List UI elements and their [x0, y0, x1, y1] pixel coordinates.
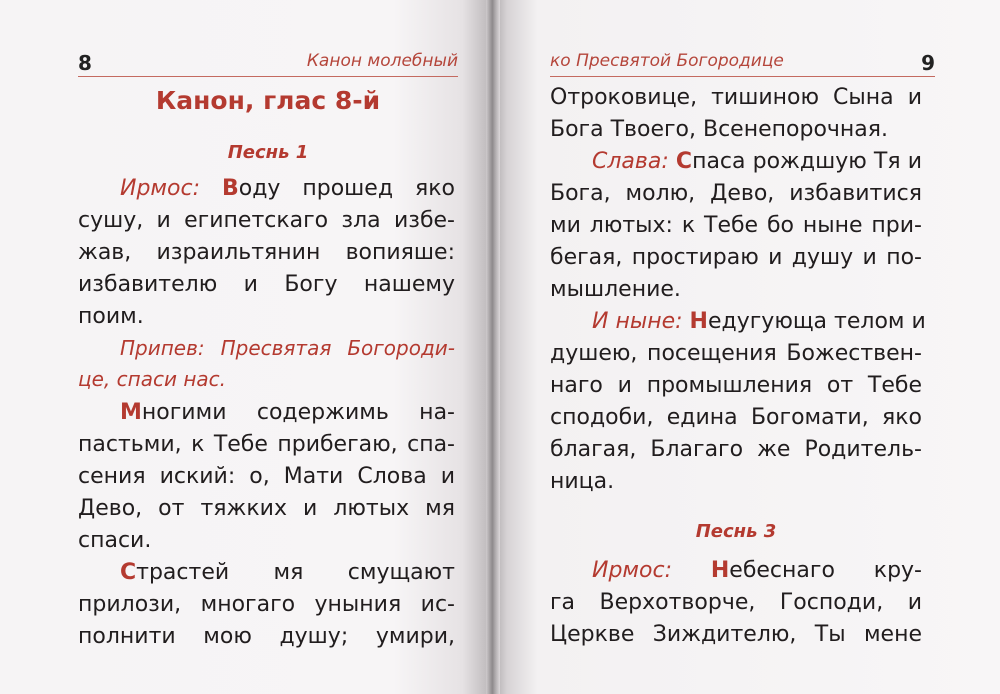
header-rule [550, 76, 935, 77]
troparion-line: пастьми, к Тебе прибегаю, спа- [78, 432, 455, 457]
troparion-line: сения иский: о, Мати Слова и [78, 464, 455, 489]
glory-line: мышление. [550, 277, 681, 302]
running-title: ко Пресвятой Богородице [550, 51, 784, 71]
irmos-label: Ирмос: [592, 558, 672, 583]
troparion-line: Страстей мя смущают [120, 560, 455, 585]
now-initial: Н [689, 309, 708, 334]
ode-1-title: Песнь 1 [227, 142, 309, 163]
theotokion-line: благая, Благаго же Родитель- [550, 437, 922, 462]
refrain-line: Припев: Пресвятая Богороди- [120, 336, 455, 360]
glory-line: бегая, простираю и душу и по- [550, 245, 922, 270]
glory-line: Бога, молю, Дево, избавитися [550, 181, 922, 206]
theotokion-line: И ныне: Недугующа телом и [592, 309, 926, 334]
irmos-line: га Верхотворче, Господи, и [550, 590, 922, 615]
irmos-line: жав, израильтянин вопияше: [78, 240, 455, 265]
irmos-initial: Н [710, 558, 730, 583]
glory-line: Слава: Спаса рождшую Тя и [592, 149, 922, 174]
theotokion-line: наго и промышления от Тебе [550, 373, 922, 398]
left-running-head [78, 47, 458, 77]
header-rule [78, 76, 458, 77]
glory-initial: С [675, 149, 693, 174]
troparion-initial: М [120, 400, 142, 425]
troparion-line: Многими содержимь на- [120, 400, 455, 425]
irmos-line: избавителю и Богу нашему [78, 272, 455, 297]
troparion-line: Дево, от тяжких и лютых мя [78, 496, 455, 521]
irmos-line: Церкве Зиждителю, Ты мене [550, 622, 922, 647]
theotokion-line: сподоби, едина Богомати, яко [550, 405, 922, 430]
theotokion-line: ница. [550, 469, 615, 494]
right-page [492, 0, 1000, 694]
irmos-label: Ирмос: [120, 176, 200, 201]
ode-3-title: Песнь 3 [695, 521, 777, 542]
irmos-line: Ирмос: Небеснаго кру- [592, 558, 922, 583]
canon-title: Канон, глас 8-й [155, 86, 381, 115]
page-number: 8 [78, 51, 92, 75]
irmos-line: поим. [78, 304, 144, 329]
continuation-line: Бога Твоего, Всенепорочная. [550, 117, 888, 142]
right-running-head [550, 47, 935, 77]
glory-label: Слава: [592, 149, 669, 174]
theotokion-line: душею, посещения Божествен- [550, 341, 922, 366]
irmos-line: сушу, и египетскаго зла избе- [78, 208, 455, 233]
left-page [0, 0, 492, 694]
troparion-initial: С [120, 560, 137, 585]
irmos-initial: В [221, 176, 239, 201]
running-title: Канон молебный [306, 51, 458, 71]
now-label: И ныне: [592, 309, 683, 334]
glory-line: ми лютых: к Тебе бо ныне при- [550, 213, 922, 238]
troparion-line: прилози, многаго уныния ис- [78, 592, 455, 617]
page-number: 9 [921, 51, 935, 75]
refrain-line: це, спаси нас. [78, 367, 226, 391]
continuation-line: Отроковице, тишиною Сына и [550, 85, 922, 110]
troparion-line: спаси. [78, 528, 152, 553]
troparion-line: полнити мою душу; умири, [78, 624, 455, 649]
book-spine [486, 0, 500, 694]
irmos-line: Ирмос: Воду прошед яко [120, 176, 455, 201]
